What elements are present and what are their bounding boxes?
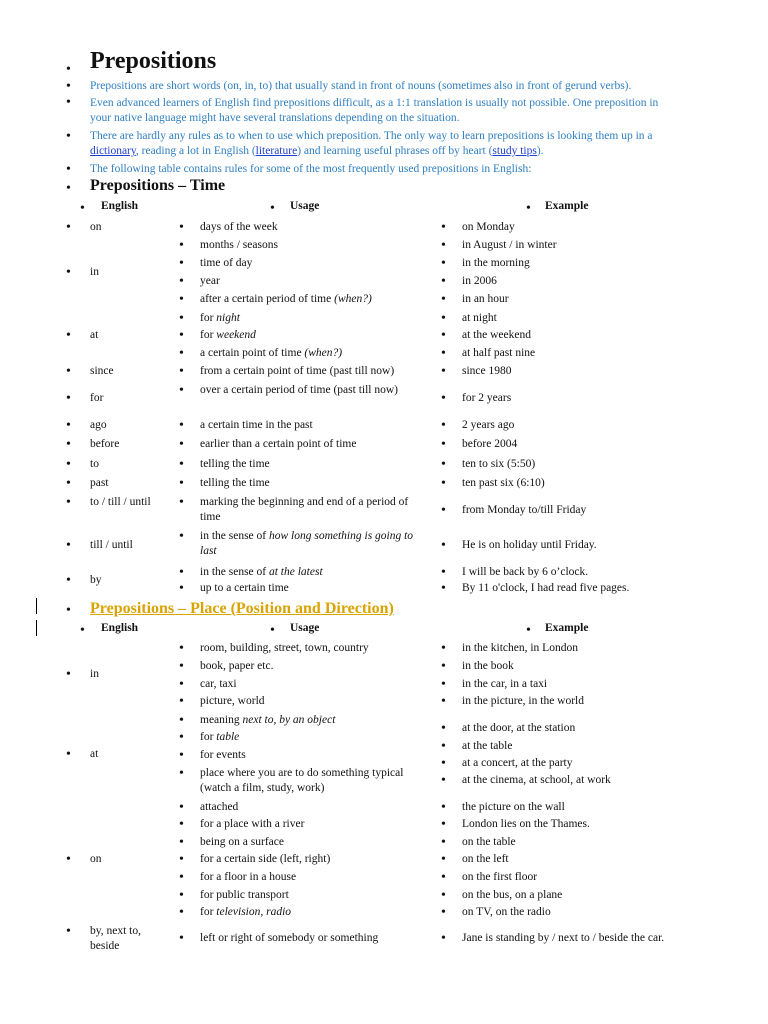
time-example-cell: for 2 years [462, 392, 512, 404]
place-usage-cell [200, 748, 420, 763]
place-english-cell: in [90, 668, 99, 680]
place-example-cell: at the cinema, at school, at work [462, 774, 611, 786]
place-example-cell: in the book [462, 660, 514, 672]
time-example-cell: on Monday [462, 221, 515, 233]
bullet: • [441, 931, 446, 946]
bullet: • [179, 495, 184, 510]
text-cursor [36, 598, 37, 614]
place-usage-cell [200, 800, 420, 815]
place-example-cell: in the car, in a taxi [462, 678, 548, 690]
bullet: • [179, 476, 184, 491]
usage-text: book, paper etc. [200, 660, 274, 672]
bullet: • [179, 418, 184, 433]
usage-text: for a floor in a house [200, 871, 297, 883]
bullet: • [66, 476, 71, 491]
bullet: • [179, 835, 184, 850]
time-english-cell: to / till / until [90, 496, 151, 508]
bullet: • [66, 667, 71, 682]
bullet: • [179, 766, 184, 781]
usage-text: for [200, 329, 217, 341]
bullet: • [441, 220, 446, 235]
bullet: • [441, 328, 446, 343]
bullet: • [270, 201, 275, 216]
bullet: • [441, 565, 446, 580]
bullet: • [441, 756, 446, 771]
place-usage-cell [200, 870, 420, 885]
place-example-cell: the picture on the wall [462, 801, 565, 813]
bullet: • [441, 870, 446, 885]
bullet: • [179, 292, 184, 307]
bullet: • [441, 659, 446, 674]
time-example-cell: at night [462, 312, 497, 324]
bullet: • [441, 437, 446, 452]
usage-text: time of day [200, 257, 253, 269]
place-example-cell: at the table [462, 740, 513, 752]
usage-text: a certain time in the past [200, 419, 313, 431]
intro-paragraph-4: The following table contains rules for some of the most frequently used prepositions in English: [90, 163, 532, 175]
bullet: • [441, 538, 446, 553]
usage-text: place where you are to do something typical (watch a film, study, work) [200, 767, 404, 794]
time-usage-cell [200, 292, 420, 307]
usage-emphasis: weekend [216, 329, 256, 341]
time-english-cell: till / until [90, 539, 133, 551]
bullet: • [179, 383, 184, 398]
bullet: • [66, 364, 71, 379]
bullet: • [179, 870, 184, 885]
place-usage-cell [200, 905, 420, 920]
bullet: • [179, 852, 184, 867]
bullet: • [179, 931, 184, 946]
bullet: • [441, 835, 446, 850]
usage-text: days of the week [200, 221, 278, 233]
bullet: • [441, 581, 446, 596]
time-example-cell: 2 years ago [462, 419, 515, 431]
place-english-cell: on [90, 853, 102, 865]
bullet: • [66, 747, 71, 762]
usage-text: year [200, 275, 220, 287]
time-english-cell: for [90, 392, 104, 404]
bullet: • [80, 623, 85, 638]
place-usage-cell [200, 931, 420, 946]
place-example-cell: in the picture, in the world [462, 695, 584, 707]
usage-text: marking the beginning and end of a period of time [200, 496, 409, 523]
bullet: • [66, 79, 71, 94]
bullet: • [66, 62, 71, 77]
time-english-cell: past [90, 477, 109, 489]
place-usage-cell [200, 766, 420, 796]
usage-text: for [200, 906, 217, 918]
bullet: • [179, 713, 184, 728]
usage-text: months / seasons [200, 239, 278, 251]
bullet: • [179, 346, 184, 361]
place-example-cell: on the table [462, 836, 516, 848]
usage-text: for events [200, 749, 246, 761]
bullet: • [441, 641, 446, 656]
bullet: • [66, 573, 71, 588]
usage-emphasis: (when?) [304, 347, 343, 359]
usage-text: car, taxi [200, 678, 237, 690]
bullet: • [179, 529, 184, 544]
time-usage-cell [200, 220, 420, 235]
bullet: • [179, 817, 184, 832]
usage-text: in the sense of [200, 530, 269, 542]
time-english-cell: in [90, 266, 99, 278]
usage-text: over a certain period of time (past till now) [200, 384, 398, 396]
usage-text: after a certain period of time [200, 293, 335, 305]
bullet: • [179, 238, 184, 253]
time-usage-cell [200, 256, 420, 271]
bullet: • [179, 256, 184, 271]
place-example-cell: London lies on the Thames. [462, 818, 590, 830]
bullet: • [179, 888, 184, 903]
bullet: • [441, 739, 446, 754]
bullet: • [441, 694, 446, 709]
time-usage-cell [200, 476, 420, 491]
bullet: • [441, 457, 446, 472]
bullet: • [441, 292, 446, 307]
time-usage-cell [200, 581, 420, 596]
usage-text: picture, world [200, 695, 265, 707]
bullet: • [179, 328, 184, 343]
place-usage-cell [200, 817, 420, 832]
place-header-english: English [101, 622, 139, 634]
time-usage-cell [200, 495, 420, 525]
place-example-cell: in the kitchen, in London [462, 642, 578, 654]
time-usage-cell [200, 274, 420, 289]
bullet: • [66, 391, 71, 406]
usage-text: up to a certain time [200, 582, 289, 594]
bullet: • [66, 129, 71, 144]
bullet: • [66, 220, 71, 235]
usage-emphasis: television, radio [216, 906, 292, 918]
place-usage-cell [200, 730, 420, 745]
bullet: • [179, 311, 184, 326]
usage-text: left or right of somebody or something [200, 932, 379, 944]
time-usage-cell [200, 364, 420, 379]
time-example-cell: at half past nine [462, 347, 536, 359]
text-cursor [36, 620, 37, 636]
usage-text: for public transport [200, 889, 289, 901]
bullet: • [66, 437, 71, 452]
intro-paragraph-3b: dictionary, reading a lot in English (literature) and learning useful phrases off by heart (study tips). [90, 145, 544, 157]
time-example-cell: since 1980 [462, 365, 512, 377]
time-example-cell: from Monday to/till Friday [462, 504, 587, 516]
bullet: • [441, 418, 446, 433]
bullet: • [441, 817, 446, 832]
bullet: • [179, 565, 184, 580]
time-example-cell: in an hour [462, 293, 509, 305]
place-example-cell: on TV, on the radio [462, 906, 551, 918]
intro-paragraph-1: Prepositions are short words (on, in, to) that usually stand in front of nouns (sometimes also in front of gerund verbs). [90, 80, 632, 92]
bullet: • [66, 265, 71, 280]
time-example-cell: I will be back by 6 o’clock. [462, 566, 589, 578]
usage-emphasis: night [216, 312, 240, 324]
bullet: • [179, 220, 184, 235]
place-header-example: Example [545, 622, 589, 634]
time-example-cell: in August / in winter [462, 239, 557, 251]
time-usage-cell [200, 346, 420, 361]
bullet: • [526, 623, 531, 638]
bullet: • [66, 181, 71, 196]
bullet: • [441, 311, 446, 326]
place-usage-cell [200, 677, 420, 692]
time-header-usage: Usage [290, 200, 320, 212]
time-english-cell: by [90, 574, 102, 586]
bullet: • [441, 346, 446, 361]
bullet: • [441, 677, 446, 692]
place-example-cell: at a concert, at the party [462, 757, 573, 769]
usage-text: earlier than a certain point of time [200, 438, 357, 450]
bullet: • [441, 888, 446, 903]
time-example-cell: before 2004 [462, 438, 518, 450]
bullet: • [270, 623, 275, 638]
time-usage-cell [200, 328, 420, 343]
bullet: • [66, 852, 71, 867]
usage-text: a certain point of time [200, 347, 305, 359]
time-usage-cell [200, 238, 420, 253]
usage-emphasis: table [216, 731, 240, 743]
bullet: • [179, 677, 184, 692]
place-example-cell: on the left [462, 853, 509, 865]
usage-text: for [200, 312, 217, 324]
bullet: • [66, 495, 71, 510]
bullet: • [179, 274, 184, 289]
time-usage-cell [200, 529, 420, 559]
bullet: • [179, 364, 184, 379]
intro-paragraph-3a: There are hardly any rules as to when to use which preposition. The only way to learn prepositions is looking them up in a [90, 130, 653, 142]
place-usage-cell [200, 888, 420, 903]
usage-emphasis: (when?) [334, 293, 372, 305]
study-tips-link[interactable]: study tips [492, 145, 537, 157]
bullet: • [66, 457, 71, 472]
time-english-cell: before [90, 438, 120, 450]
usage-emphasis: next to, by an object [242, 714, 336, 726]
usage-text: for a certain side (left, right) [200, 853, 331, 865]
time-example-cell: at the weekend [462, 329, 531, 341]
bullet: • [66, 418, 71, 433]
time-usage-cell [200, 457, 420, 472]
usage-text: from a certain point of time (past till now) [200, 365, 395, 377]
bullet: • [179, 659, 184, 674]
time-usage-cell [200, 383, 420, 398]
bullet: • [66, 538, 71, 553]
bullet: • [66, 603, 71, 618]
bullet: • [66, 328, 71, 343]
bullet: • [179, 694, 184, 709]
bullet: • [441, 773, 446, 788]
dictionary-link[interactable]: dictionary [90, 145, 136, 157]
bullet: • [179, 641, 184, 656]
bullet: • [80, 201, 85, 216]
bullet: • [179, 748, 184, 763]
bullet: • [179, 800, 184, 815]
bullet: • [441, 503, 446, 518]
bullet: • [441, 905, 446, 920]
time-usage-cell [200, 565, 420, 580]
time-english-cell: ago [90, 419, 107, 431]
usage-text: attached [200, 801, 239, 813]
place-section-heading: Prepositions – Place (Position and Direction) [90, 600, 394, 617]
usage-text: telling the time [200, 477, 270, 489]
time-english-cell: since [90, 365, 114, 377]
bullet: • [441, 364, 446, 379]
time-example-cell: ten to six (5:50) [462, 458, 536, 470]
bullet: • [179, 437, 184, 452]
bullet: • [441, 274, 446, 289]
usage-text: for a place with a river [200, 818, 305, 830]
time-example-cell: By 11 o'clock, I had read five pages. [462, 582, 630, 594]
bullet: • [179, 730, 184, 745]
time-header-example: Example [545, 200, 589, 212]
time-header-english: English [101, 200, 139, 212]
bullet: • [179, 457, 184, 472]
place-example-cell: on the bus, on a plane [462, 889, 563, 901]
bullet: • [441, 391, 446, 406]
place-english-cell: by, next to, beside [90, 925, 141, 952]
bullet: • [179, 905, 184, 920]
bullet: • [441, 476, 446, 491]
time-example-cell: He is on holiday until Friday. [462, 539, 597, 551]
usage-text: in the sense of [200, 566, 269, 578]
time-example-cell: ten past six (6:10) [462, 477, 545, 489]
bullet: • [441, 238, 446, 253]
time-example-cell: in the morning [462, 257, 530, 269]
bullet: • [441, 721, 446, 736]
bullet: • [441, 256, 446, 271]
page-title: Prepositions [90, 48, 217, 74]
time-english-cell: to [90, 458, 99, 470]
intro-paragraph-2a: Even advanced learners of English find prepositions difficult, as a 1:1 translation is usually not possible. One preposition in [90, 97, 659, 109]
place-usage-cell [200, 852, 420, 867]
time-english-cell: on [90, 221, 102, 233]
place-usage-cell [200, 694, 420, 709]
usage-text: being on a surface [200, 836, 284, 848]
usage-emphasis: at the latest [268, 566, 323, 578]
bullet: • [66, 162, 71, 177]
place-header-usage: Usage [290, 622, 320, 634]
time-english-cell: at [90, 329, 99, 341]
bullet: • [66, 95, 71, 110]
time-section-heading: Prepositions – Time [90, 177, 226, 194]
bullet: • [441, 800, 446, 815]
place-usage-cell [200, 713, 420, 728]
bullet: • [526, 201, 531, 216]
usage-text: room, building, street, town, country [200, 642, 369, 654]
usage-text: telling the time [200, 458, 270, 470]
time-usage-cell [200, 437, 420, 452]
usage-text: meaning [200, 714, 243, 726]
literature-link[interactable]: literature [255, 145, 298, 157]
place-usage-cell [200, 659, 420, 674]
place-usage-cell [200, 835, 420, 850]
place-example-cell: at the door, at the station [462, 722, 576, 734]
usage-text: for [200, 731, 217, 743]
place-example-cell: on the first floor [462, 871, 538, 883]
place-usage-cell [200, 641, 420, 656]
place-english-cell: at [90, 748, 99, 760]
time-usage-cell [200, 418, 420, 433]
usage-emphasis: how long something is going to last [200, 530, 414, 557]
bullet: • [179, 581, 184, 596]
time-usage-cell [200, 311, 420, 326]
bullet: • [441, 852, 446, 867]
bullet: • [66, 924, 71, 939]
time-example-cell: in 2006 [462, 275, 497, 287]
intro-paragraph-2b: your native language might have several translations depending on the situation. [90, 112, 460, 124]
place-example-cell: Jane is standing by / next to / beside the car. [462, 932, 665, 944]
